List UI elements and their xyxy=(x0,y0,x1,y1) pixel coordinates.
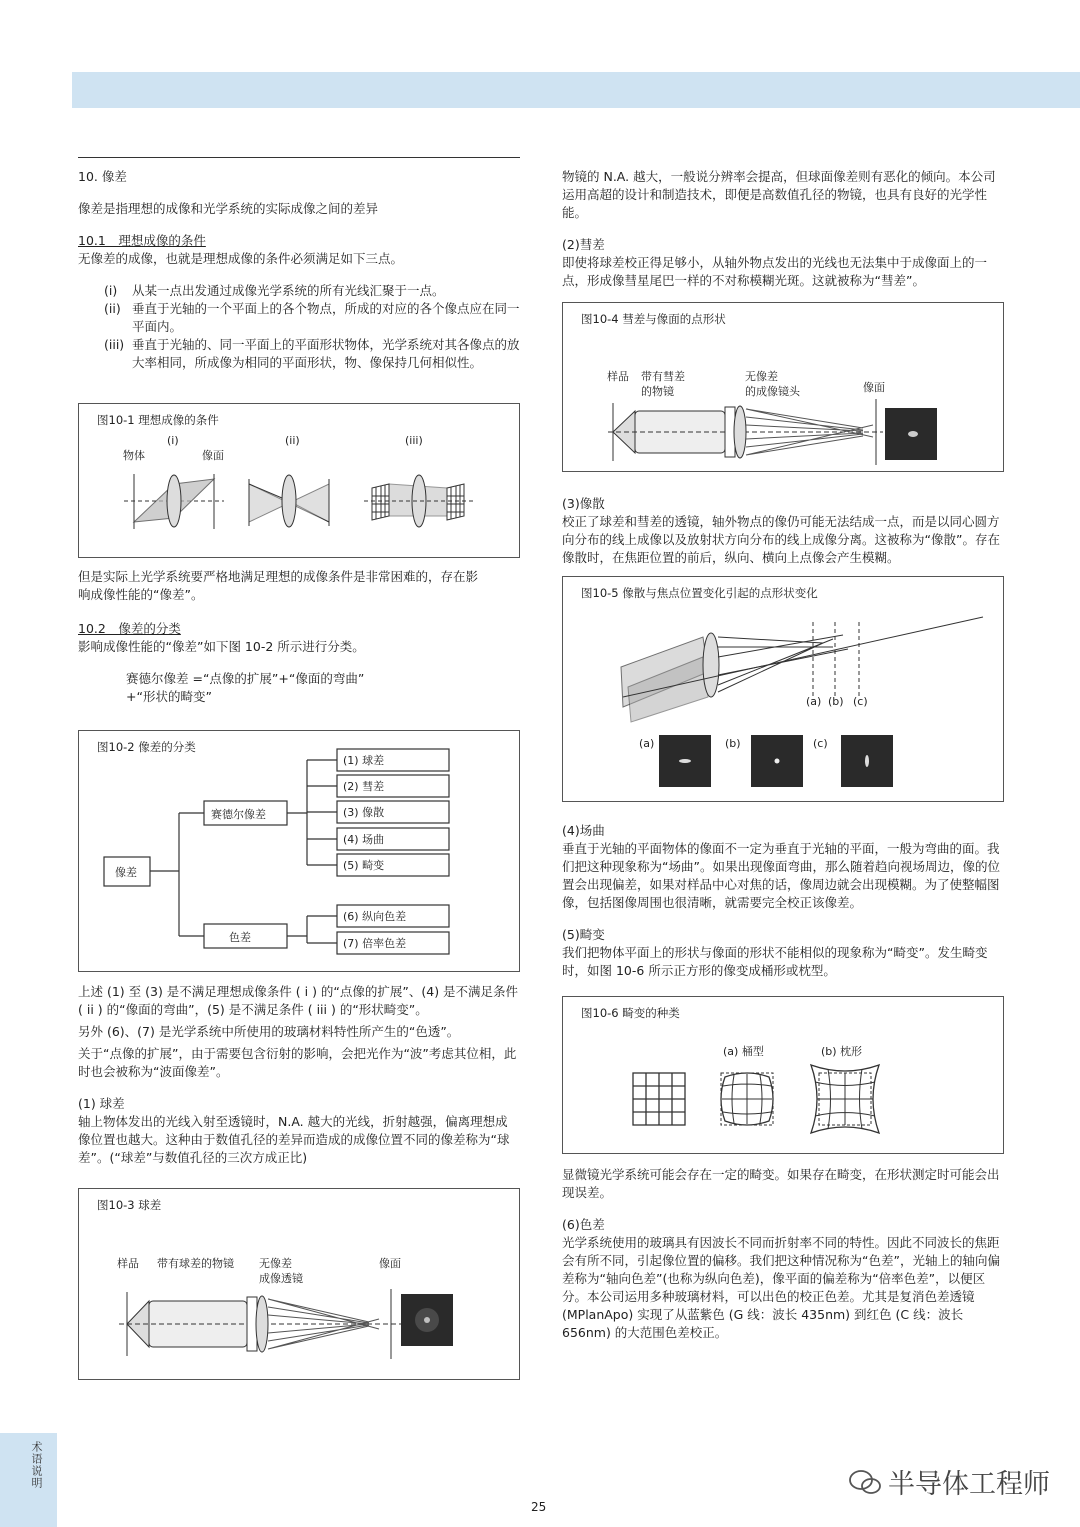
side-tab xyxy=(0,1433,57,1527)
label-lens-2: 的成像镜头 xyxy=(745,385,800,398)
diagram-i xyxy=(124,474,224,529)
spherical-aberration-body: 轴上物体发出的光线入射至透镜时，N.A. 越大的光线，折射越强，偏离理想成像位置也越大。这种由于数值孔径的差异而造成的成像位置不同的像差称为“球差”。(“球差”与数值孔径的三次方成正比) xyxy=(78,1114,510,1165)
chromatic-title: (6)色差 xyxy=(562,1217,605,1232)
label-image-plane: 像面 xyxy=(379,1257,401,1270)
figure-10-6 xyxy=(562,996,1004,1154)
diagram-iii xyxy=(364,475,474,527)
distortion-title: (5)畸变 xyxy=(562,927,605,942)
figure-10-4 xyxy=(562,302,1004,472)
section-10-1-lead: 无像差的成像，也就是理想成像的条件必须满足如下三点。 xyxy=(78,251,404,266)
after-figure-2-text-a: 上述 (1) 至 (3) 是不满足理想成像条件 ( i ) 的“点像的扩展”、(4) 是不满足条件 ( ii ) 的“像面的弯曲”，(5) 是不满足条件 ( iii ) 的“形状畸变”。 xyxy=(78,984,519,1017)
right-column xyxy=(562,168,1004,290)
spot-label-b: (b) xyxy=(725,737,741,750)
after-figure-2-text-c: 关于“点像的扩展”，由于需要包含衍射的影响，会把光作为“波”考虑其位相，此时也会被称为“波面像差”。 xyxy=(78,1046,517,1079)
spot-label-c: (c) xyxy=(813,737,828,750)
pincushion-label: (b) 枕形 xyxy=(821,1045,863,1058)
label-ii: (ii) xyxy=(285,434,300,447)
label-lens-2: 成像透镜 xyxy=(259,1272,303,1285)
figure-title: 图10-1 理想成像的条件 xyxy=(97,413,219,427)
seidel-formula-2: +“形状的畸变” xyxy=(126,689,212,704)
diagram-ii xyxy=(249,475,329,527)
classification-leaf-label: (6) 纵向色差 xyxy=(343,910,407,923)
classification-leaf-label: (4) 场曲 xyxy=(343,833,385,846)
section-heading: 10. 像差 xyxy=(78,169,127,184)
classification-leaf-label: (7) 倍率色差 xyxy=(343,937,407,950)
label-lens-1: 无像差 xyxy=(259,1257,292,1270)
right-column-3 xyxy=(562,822,1004,980)
distortion-body: 我们把物体平面上的形状与像面的形状不能相似的现象称为“畸变”。发生畸变时，如图 10-6 所示正方形的像变成桶形或枕型。 xyxy=(562,945,988,978)
label-i: (i) xyxy=(167,434,179,447)
condition-ii xyxy=(104,300,520,336)
label-objective: 带有球差的物镜 xyxy=(157,1257,234,1270)
chromatic-label: 色差 xyxy=(229,931,251,944)
label-iii: (iii) xyxy=(405,434,423,447)
field-curvature-body: 垂直于光轴的平面物体的像面不一定为垂直于光轴的平面，一般为弯曲的面。我们把这种现象称为“场曲”。如果出现像面弯曲，那么随着趋向视场周边，像的位置会出现偏差，如果对样品中心对焦的话，像周边就会出现模糊。为了使整幅图像，包括图像周围也很清晰，就需要完全校正该像差。 xyxy=(562,841,1000,910)
figure-title: 图10-3 球差 xyxy=(97,1198,162,1212)
classification-leaf-label: (5) 畸变 xyxy=(343,859,385,872)
after-figure-6-text: 显微镜光学系统可能会存在一定的畸变。如果存在畸变，在形状测定时可能会出现误差。 xyxy=(562,1167,1000,1200)
figure-10-3 xyxy=(78,1188,520,1380)
label-sample: 样品 xyxy=(117,1257,139,1270)
after-figure-2-text-b: 另外 (6)、(7) 是光学系统中所使用的玻璃材料特性所产生的“色透”。 xyxy=(78,1024,460,1039)
left-column-3 xyxy=(78,983,520,1167)
pincushion-grid xyxy=(811,1065,879,1133)
astigmatism-body: 校正了球差和彗差的透镜，轴外物点的像仍可能无法结成一点，而是以同心圆方向分布的线上成像以及放射状方向分布的线上成像分离。这被称为“像散”。存在像散时，在焦距位置的前后，纵向、横向上点像会产生模糊。 xyxy=(562,514,1000,565)
figure-10-5 xyxy=(562,576,1004,802)
coma-diagram xyxy=(563,303,1003,471)
page-number: 25 xyxy=(531,1500,547,1514)
section-10-2-title: 10.2 像差的分类 xyxy=(78,621,181,636)
label-objective-2: 的物镜 xyxy=(641,385,674,398)
barrel-label: (a) 桶型 xyxy=(723,1045,764,1058)
seidel-label: 赛德尔像差 xyxy=(211,808,266,821)
figure-title: 图10-5 像散与焦点位置变化引起的点形状变化 xyxy=(581,586,818,600)
label-sample: 样品 xyxy=(607,370,629,383)
root-label: 像差 xyxy=(115,866,137,879)
label-objective-1: 带有彗差 xyxy=(641,370,685,383)
focus-label-b: (b) xyxy=(828,695,844,708)
condition-number: (i) xyxy=(104,283,118,298)
label-image-plane: 像面 xyxy=(202,449,224,462)
astigmatism-diagram xyxy=(563,577,1003,801)
chromatic-body: 光学系统使用的玻璃具有因波长不同而折射率不同的特性。因此不同波长的焦距会有所不同，引起像位置的偏移。我们把这种情况称为“色差”，光轴上的轴向偏差称为“轴向色差”(也称为纵向色差)，像平面的偏差称为“倍率色差”，以便区分。本公司运用多种玻璃材料，可以出色的校正色差。尤其是复消色差透镜 (MPlanApo) 实现了从蓝紫色 (G 线：波长 435nm) 到红色 (C 线：波长 656nm) 的大范围色差校正。 xyxy=(562,1235,1000,1340)
section-10-1-title: 10.1 理想成像的条件 xyxy=(78,233,206,248)
barrel-grid xyxy=(721,1073,773,1125)
left-column-2 xyxy=(78,568,520,706)
spot-label-a: (a) xyxy=(639,737,655,750)
classification-leaf-label: (1) 球差 xyxy=(343,754,385,767)
watermark-text: 半导体工程师 xyxy=(888,1469,1050,1500)
figure-title: 图10-6 畸变的种类 xyxy=(581,1006,680,1020)
spherical-aberration-title: (1) 球差 xyxy=(78,1096,125,1111)
label-image-plane: 像面 xyxy=(863,381,885,394)
aberration-classification-diagram xyxy=(79,731,519,971)
condition-number: (ii) xyxy=(104,301,121,316)
watermark xyxy=(848,1462,1050,1501)
figure-10-1 xyxy=(78,403,520,558)
figure-10-2 xyxy=(78,730,520,972)
spherical-aberration-diagram xyxy=(79,1189,519,1379)
condition-text: 垂直于光轴的一个平面上的各个物点，所成的对应的各个像点应在同一平面内。 xyxy=(132,301,520,334)
right-column-2 xyxy=(562,495,1004,567)
header-band xyxy=(72,72,1080,108)
left-column xyxy=(78,157,520,372)
condition-iii xyxy=(104,336,520,372)
field-curvature-title: (4)场曲 xyxy=(562,823,605,838)
square-grid xyxy=(633,1073,685,1125)
na-paragraph: 物镜的 N.A. 越大，一般说分辨率会提高，但球面像差则有恶化的倾向。本公司运用高超的设计和制造技术，即便是高数值孔径的物镜，也具有良好的光学性能。 xyxy=(562,169,996,220)
intro-text: 像差是指理想的成像和光学系统的实际成像之间的差异 xyxy=(78,201,379,216)
section-10-2-lead: 影响成像性能的“像差”如下图 10-2 所示进行分类。 xyxy=(78,639,365,654)
figure-title: 图10-2 像差的分类 xyxy=(97,740,196,754)
label-lens-1: 无像差 xyxy=(745,370,778,383)
classification-leaf-label: (2) 彗差 xyxy=(343,780,385,793)
condition-i xyxy=(104,282,520,300)
side-tab-label: 术语说明 xyxy=(30,1441,43,1489)
astigmatism-title: (3)像散 xyxy=(562,496,605,511)
seidel-formula-1: 赛德尔像差 =“点像的扩展”+“像面的弯曲” xyxy=(126,671,365,686)
coma-title: (2)彗差 xyxy=(562,237,605,252)
focus-label-a: (a) xyxy=(806,695,822,708)
figure-title: 图10-4 彗差与像面的点形状 xyxy=(581,312,726,326)
condition-number: (iii) xyxy=(104,337,125,352)
condition-text: 垂直于光轴的、同一平面上的平面形状物体，光学系统对其各像点的放大率相同，所成像为相同的平面形状，物、像保持几何相似性。 xyxy=(132,337,520,370)
coma-body: 即使将球差校正得足够小，从轴外物点发出的光线也无法集中于成像面上的一点，形成像彗星尾巴一样的不对称模糊光斑。这就被称为“彗差”。 xyxy=(562,255,988,288)
wechat-icon xyxy=(848,1468,882,1496)
right-column-4 xyxy=(562,1166,1004,1342)
after-figure-1-text: 但是实际上光学系统要严格地满足理想的成像条件是非常困难的，存在影响成像性能的“像差”。 xyxy=(78,569,479,602)
label-object: 物体 xyxy=(123,449,145,462)
conditions-list xyxy=(78,282,520,372)
condition-text: 从某一点出发通过成像光学系统的所有光线汇聚于一点。 xyxy=(132,283,445,298)
focus-label-c: (c) xyxy=(853,695,868,708)
classification-leaf-label: (3) 像散 xyxy=(343,806,385,819)
